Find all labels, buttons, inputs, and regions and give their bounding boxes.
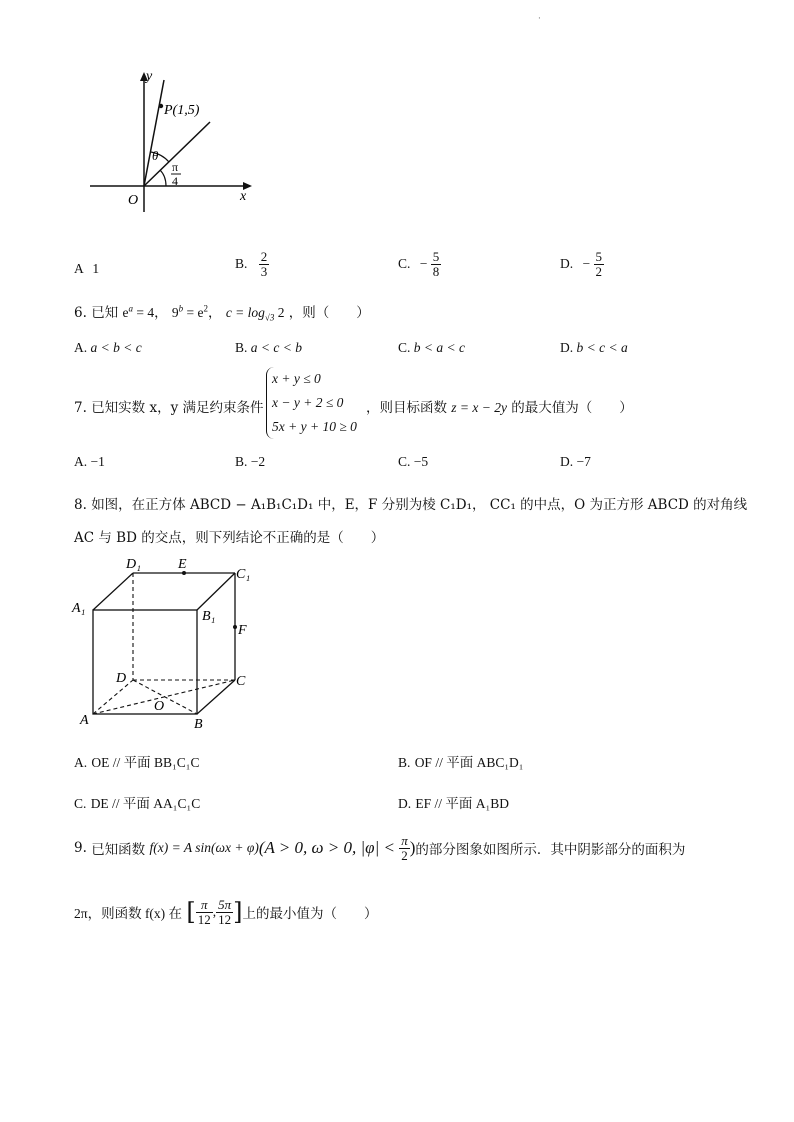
q6-option-c[interactable] <box>398 340 465 356</box>
q6-option-a[interactable] <box>74 340 142 356</box>
q9-int-den1: 12 <box>197 911 211 927</box>
q9-interval-left <box>196 898 213 926</box>
q9-cond-two: 2 <box>401 847 408 863</box>
q7-option-c-letter: C. <box>398 454 411 469</box>
q7-option-d-letter: D. <box>560 454 574 469</box>
q7-option-d-text: −7 <box>576 454 591 469</box>
q7-constraint-2: x − y + 2 ≤ 0 <box>272 395 344 410</box>
front-face <box>93 610 197 714</box>
q8-option-b[interactable] <box>398 751 524 771</box>
q8-option-a[interactable] <box>74 751 199 771</box>
q7-constraint-1: x + y ≤ 0 <box>272 371 321 386</box>
q9-stem-line1 <box>74 834 685 862</box>
q8-number: 8. <box>74 497 87 513</box>
q6-option-a-text: a < b < c <box>90 340 142 355</box>
y-label: y <box>146 69 153 84</box>
q6-cond2-base: 9 <box>171 305 179 320</box>
q5-b-denominator: 3 <box>260 263 268 279</box>
q8-option-b-letter: B. <box>398 755 411 770</box>
q6-prefix: 已知 <box>91 305 119 321</box>
q5-option-b-fraction <box>259 250 270 278</box>
q7-suffix-a: ，则目标函数 <box>366 400 452 416</box>
point-p-label: P(1,5) <box>164 103 200 118</box>
q9-func: f(x) = A sin(ωx + φ) <box>149 840 259 856</box>
q7-constraint-brace <box>266 367 357 439</box>
q6-suffix: ，则（ ） <box>288 305 370 321</box>
q8-stem-line2: AC 与 BD 的交点，则下列结论不正确的是（ ） <box>74 530 385 546</box>
q5-option-d-letter: D. <box>560 256 574 272</box>
q5-option-d[interactable] <box>560 250 604 278</box>
angle-figure <box>80 62 260 212</box>
q8-option-c-letter: C. <box>74 796 87 811</box>
q5-option-a-letter: A <box>74 261 84 276</box>
q6-option-b-letter: B. <box>235 340 248 355</box>
label-c1: C₁ <box>236 567 251 582</box>
q6-cond1-sup: a <box>128 303 133 314</box>
q6-cond1-rhs: = 4， <box>132 305 168 320</box>
q5-option-c[interactable] <box>398 250 441 278</box>
q5-option-c-fraction <box>431 250 442 278</box>
q9-prefix: 已知函数 <box>91 842 150 859</box>
q6-cond3-rhs: 2 <box>274 305 285 320</box>
q8-option-b-text: OF // 平面 ABC₁D₁ <box>414 755 524 770</box>
origin-label: O <box>128 193 139 208</box>
q7-option-a-letter: A. <box>74 454 88 469</box>
q9-interval-bracket-left-icon: [ <box>186 898 196 927</box>
edge-b1c1 <box>197 573 235 610</box>
q8-option-a-text: OE // 平面 BB₁C₁C <box>91 755 200 770</box>
q9-suffix: 的部分图象如图所示．其中阴影部分的面积为 <box>415 842 686 859</box>
label-d: D <box>116 671 127 686</box>
q6-cond2-sup: b <box>178 303 184 314</box>
q6-sep: ， <box>208 305 222 321</box>
q6-cond3 <box>225 305 285 323</box>
q7-suffix-b: 的最大值为（ ） <box>507 400 633 416</box>
x-label: x <box>240 189 247 204</box>
label-a1: A₁ <box>72 601 86 616</box>
q6-stem <box>74 301 370 323</box>
q6-cond1 <box>122 305 167 320</box>
theta-label: θ <box>152 148 159 163</box>
q8-option-c-text: DE // 平面 AA₁C₁C <box>90 796 201 811</box>
q9-cond-end: ) <box>409 838 416 858</box>
point-f <box>233 625 237 629</box>
q5-b-numerator: 2 <box>260 249 268 264</box>
edge-ad-hidden <box>93 680 133 714</box>
q6-option-a-letter: A. <box>74 340 88 355</box>
q7-constraint-system <box>266 367 357 439</box>
q7-option-c[interactable] <box>398 454 428 470</box>
label-d1: D₁ <box>126 557 141 572</box>
q6-number: 6. <box>74 305 87 321</box>
label-b1: B₁ <box>202 609 216 624</box>
cube-figure <box>70 556 260 736</box>
q7-option-d[interactable] <box>560 454 591 470</box>
q9-int-num2: 5π <box>218 897 232 912</box>
q5-option-b-letter: B. <box>235 256 248 272</box>
q7-option-c-text: −5 <box>413 454 429 469</box>
pi-label: π <box>172 160 179 174</box>
edge-a1d1 <box>93 573 133 610</box>
q5-d-numerator: 5 <box>595 249 602 264</box>
q9-line2-b: 上的最小值为（ ） <box>242 906 378 923</box>
q8-option-d[interactable] <box>398 792 509 812</box>
q9-int-sep: , <box>212 904 217 920</box>
q6-cond3-sub: √3 <box>264 312 275 323</box>
q6-option-d-letter: D. <box>560 340 574 355</box>
q7-objective: z = x − 2y <box>451 400 508 415</box>
q9-interval-right <box>216 898 233 926</box>
q7-option-b-letter: B. <box>235 454 248 469</box>
q9-interval-bracket-right-icon: ] <box>233 898 243 927</box>
q6-cond1-base: e <box>122 305 129 320</box>
q9-cond-pi: π <box>401 833 408 848</box>
q5-c-numerator: 5 <box>432 249 440 264</box>
pi-over-4-arc <box>160 170 166 186</box>
q5-option-c-letter: C. <box>398 256 411 272</box>
q7-option-a-text: −1 <box>90 454 105 469</box>
q7-constraint-3: 5x + y + 10 ≥ 0 <box>272 419 357 434</box>
q6-option-b[interactable] <box>235 340 302 356</box>
label-o: O <box>154 699 165 714</box>
q8-stem-line1 <box>74 493 747 513</box>
q7-suffix <box>366 396 633 416</box>
q5-d-denominator: 2 <box>595 263 602 279</box>
q7-number: 7. <box>74 400 87 416</box>
q6-option-d[interactable] <box>560 340 628 356</box>
q7-number-prefix <box>74 396 264 416</box>
four-label: 4 <box>172 174 178 188</box>
q7-option-b[interactable] <box>235 454 265 470</box>
corner-mark: · <box>538 14 541 24</box>
q6-cond3-base: c = log <box>225 305 265 320</box>
q9-cond-fraction <box>399 834 410 862</box>
q7-prefix: 已知实数 x，y 满足约束条件 <box>91 400 264 416</box>
q7-option-b-text: −2 <box>250 454 266 469</box>
q5-option-a[interactable] <box>74 261 99 277</box>
q6-cond2-rhs: = e <box>183 305 204 320</box>
q5-d-sign: − <box>582 256 591 272</box>
q6-option-c-text: b < a < c <box>413 340 465 355</box>
label-a: A <box>80 713 89 728</box>
q6-option-c-letter: C. <box>398 340 411 355</box>
q6-option-b-text: a < c < b <box>250 340 302 355</box>
q6-cond2 <box>172 305 208 320</box>
q5-c-sign: − <box>419 256 428 272</box>
label-c: C <box>236 674 246 689</box>
q9-stem-line2 <box>74 898 378 926</box>
label-f: F <box>238 623 247 638</box>
q5-option-b[interactable] <box>235 250 269 278</box>
diagonal-bd <box>133 680 197 714</box>
q9-int-num1: π <box>196 898 213 913</box>
point-p <box>159 104 163 108</box>
q8-option-d-text: EF // 平面 A₁BD <box>415 796 510 811</box>
q9-number: 9. <box>74 840 87 857</box>
label-b: B <box>194 717 203 732</box>
q7-option-a[interactable] <box>74 454 105 470</box>
q8-option-d-letter: D. <box>398 796 412 811</box>
q5-c-denominator: 8 <box>432 263 440 279</box>
q6-option-d-text: b < c < a <box>576 340 628 355</box>
q5-option-d-fraction <box>594 250 605 278</box>
q8-option-a-letter: A. <box>74 755 88 770</box>
q8-option-c[interactable] <box>74 792 200 812</box>
q9-int-den2: 12 <box>218 911 232 927</box>
q8-line1: 如图，在正方体 ABCD − A₁B₁C₁D₁ 中，E，F 分别为棱 C₁D₁， CC₁ 的中点，O 为正方形 ABCD 的对角线 <box>91 497 748 513</box>
q9-line2-a: 2π，则函数 f(x) 在 <box>74 906 183 922</box>
label-e: E <box>178 557 187 572</box>
q6-cond2-rhs-sup: 2 <box>203 303 209 314</box>
q5-option-a-value: 1 <box>92 261 100 276</box>
q9-cond: (A > 0, ω > 0, |φ| < <box>258 838 400 858</box>
